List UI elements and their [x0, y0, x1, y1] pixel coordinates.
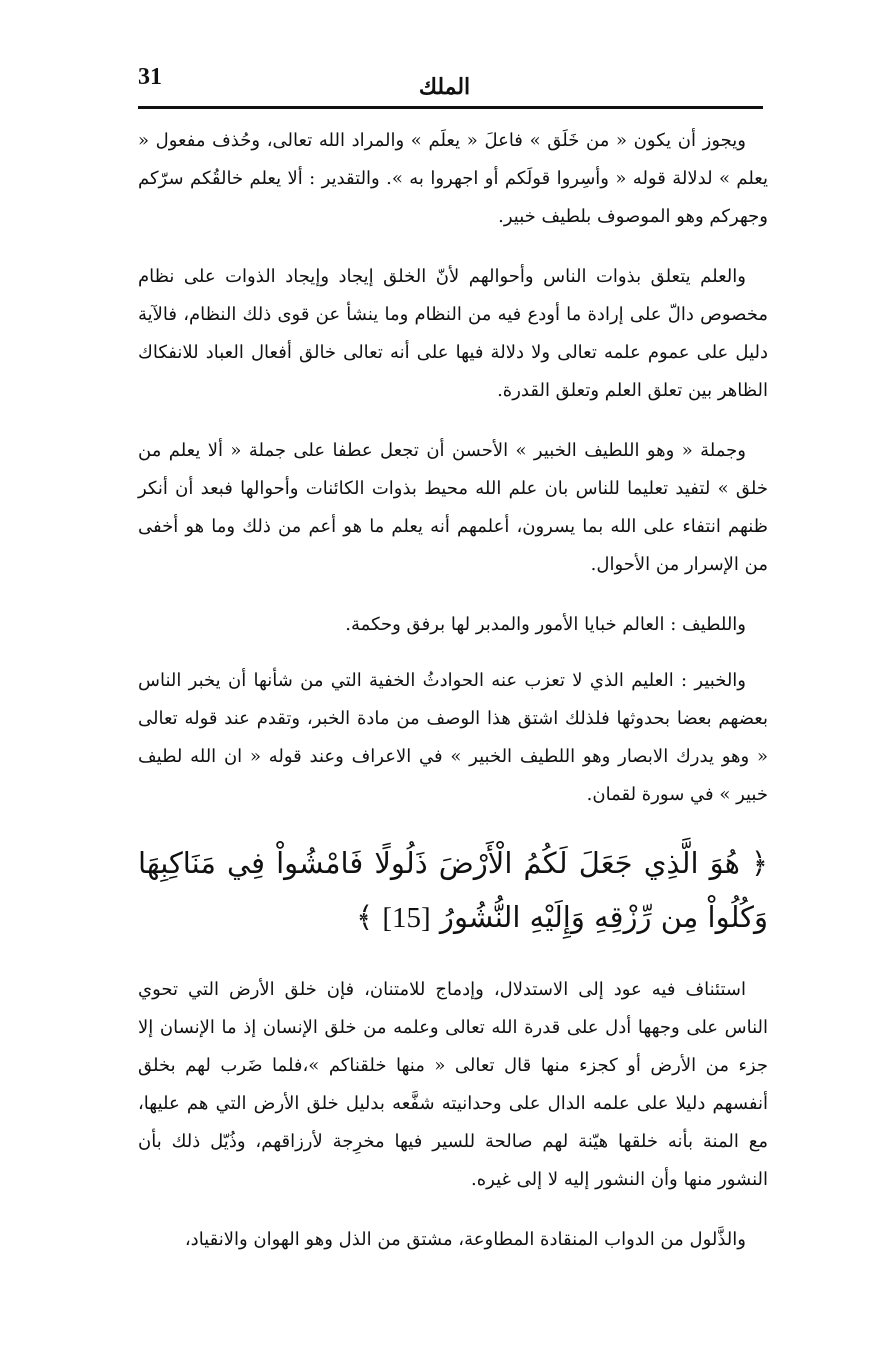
verse-close-bracket: ﴾ — [356, 900, 383, 934]
verse-text: ﴿ هُوَ الَّذِي جَعَلَ لَكُمُ الْأَرْضَ ذَلُولًا فَامْشُواْ فِي مَنَاكِبِهَا وَكُلُواْ مِن رِّزْقِهِ وَإِلَيْهِ النُّشُورُ — [138, 846, 768, 934]
running-head: الملك — [418, 74, 471, 100]
header-rule — [138, 106, 763, 109]
paragraph: واللطيف : العالم خبايا الأمور والمدبر لها برفق وحكمة. — [345, 614, 746, 635]
page-body — [138, 122, 768, 1281]
paragraph: والعلم يتعلق بذوات الناس وأحوالهم لأنّ الخلق إيجاد وإيجاد الذوات على نظام مخصوص دالّ على إرادة ما أودع فيه من النظام وما ينشأ عن قوى ذلك النظام، فالآية دليل على عموم علمه تعالى ولا دلالة فيها على أنه تعالى خالق أفعال العباد للانفكاك الظاهر بين تعلق العلم وتعلق القدرة. — [138, 266, 768, 401]
paragraph: ويجوز أن يكون « من خَلَق » فاعلَ « يعلَم » والمراد الله تعالى، وحُذف مفعول « يعلم » لدلالة قوله « وأسِروا قولَكم أو اجهروا به ». والتقدير : ألا يعلم خالقُكم سرّكم وجهركم وهو الموصوف بلطيف خبير. — [138, 130, 768, 227]
page-number: 31 — [138, 64, 162, 90]
paragraph: والذَّلول من الدواب المنقادة المطاوعة، مشتق من الذل وهو الهوان والانقياد، — [184, 1229, 746, 1250]
paragraph: استئناف فيه عود إلى الاستدلال، وإدماج للامتنان، فإن خلق الأرض التي تحوي الناس على وجهها أدل على قدرة الله تعالى وعلمه من خلق الإنسان إذ ما الإنسان إلا جزء من الأرض أو كجزء منها قال تعالى « منها خلقناكم »،فلما ضَرب لهم بخلق أنفسهم دليلا على علمه الدال على وحدانيته شفَّعه بدليل خلق الأرض التي هم عليها، مع المنة بأنه خلقها هيّنة لهم صالحة للسير فيها مخرِجة لأرزاقهم، وذُيّل ذلك بأن النشور منها وأن النشور إليه لا إلى غيره. — [138, 979, 768, 1190]
verse-number: [15] — [382, 902, 431, 934]
paragraph: وجملة « وهو اللطيف الخبير » الأحسن أن تجعل عطفا على جملة « ألا يعلم من خلق » لتفيد تعليما للناس بان علم الله محيط بذوات الكائنات وأحوالها فبعد أن أنكر ظنهم انتفاء على الله بما يسرون، أعلمهم أنه يعلم ما هو أعم من ذلك وما هو أخفى من الإسرار من الأحوال. — [138, 440, 768, 575]
paragraph: والخبير : العليم الذي لا تعزب عنه الحوادثُ الخفية التي من شأنها أن يخبر الناس بعضهم بعضا بحدوثها فلذلك اشتق هذا الوصف من مادة الخبر، وتقدم عند قوله تعالى « وهو يدرك الابصار وهو اللطيف الخبير » في الاعراف وعند قوله « ان الله لطيف خبير » في سورة لقمان. — [138, 670, 768, 805]
quran-verse — [138, 836, 768, 945]
